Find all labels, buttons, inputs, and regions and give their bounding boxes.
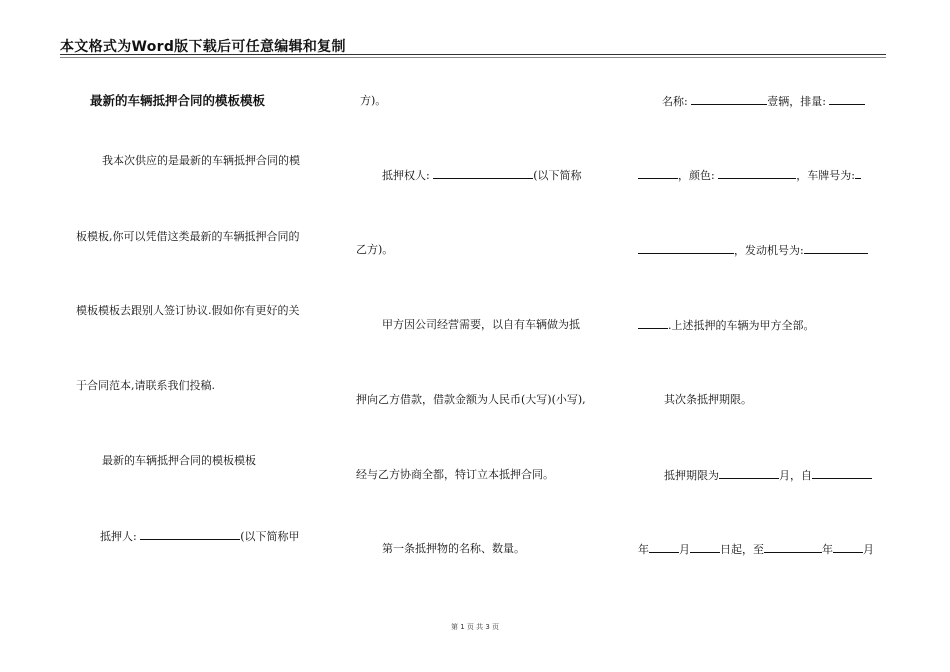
mortgagee-label: 抵押权人: (382, 169, 430, 182)
blank-2 (638, 243, 734, 254)
mortgagee-blank (433, 168, 533, 179)
ownership-text: .上述抵押的车辆为甲方全部。 (668, 319, 815, 332)
day-blank-1 (690, 542, 720, 553)
term-heading: 其次条抵押期限。 (664, 393, 752, 406)
middle-line-7: 第一条抵押物的名称、数量。 (382, 542, 525, 555)
year-label-2: 年 (822, 543, 833, 556)
header-rule-bottom (60, 57, 886, 58)
color-blank (718, 168, 796, 179)
day-to-label: 日起，至 (720, 543, 764, 556)
vehicle-color-line (638, 168, 861, 183)
mortgagee-note: (以下简称 (533, 169, 582, 182)
term-label: 抵押期限为 (664, 469, 719, 482)
intro-line-4: 于合同范本,请联系我们投稿. (76, 379, 215, 392)
displacement-blank (829, 94, 865, 105)
engine-line (638, 243, 868, 258)
month-label-1: 月 (679, 543, 690, 556)
document-header: 本文格式为Word版下载后可任意编辑和复制 (60, 39, 346, 55)
engine-label: ，发动机号为: (734, 244, 804, 257)
engine-blank (804, 243, 868, 254)
mortgagor-line (100, 529, 300, 544)
mortgagor-label: 抵押人: (100, 530, 137, 543)
intro-line-3: 模板模板去跟别人签订协议.假如你有更好的关 (76, 304, 300, 317)
mortgagee-line (382, 168, 582, 183)
middle-line-5: 押向乙方借款，借款金额为人民币(大写)(小写), (356, 393, 586, 406)
vehicle-name-blank (691, 94, 767, 105)
displacement-label: 壹辆，排量: (767, 95, 826, 108)
intro-line-1: 我本次供应的是最新的车辆抵押合同的模 (102, 154, 300, 167)
year-label-1: 年 (638, 543, 649, 556)
mortgagor-blank (140, 529, 240, 540)
from-blank (812, 468, 872, 479)
color-label: ，颜色: (678, 169, 715, 182)
middle-line-4: 甲方因公司经营需要，以自有车辆做为抵 (382, 318, 580, 331)
month-label-2: 月 (863, 543, 874, 556)
vehicle-name-label: 名称: (662, 95, 688, 108)
plate-blank (855, 168, 861, 179)
middle-line-1: 方)。 (360, 94, 387, 107)
mortgagor-note: (以下简称甲 (240, 530, 300, 543)
middle-line-3: 乙方)。 (356, 243, 394, 256)
ownership-line (638, 318, 815, 333)
term-line (664, 468, 872, 483)
term-from: 月，自 (779, 469, 812, 482)
month-blank-2 (833, 542, 863, 553)
document-title: 最新的车辆抵押合同的模板模板 (90, 93, 266, 108)
middle-line-6: 经与乙方协商全都，特订立本抵押合同。 (356, 468, 554, 481)
blank-1 (638, 168, 678, 179)
month-blank-1 (649, 542, 679, 553)
plate-label: ，车牌号为: (796, 169, 855, 182)
page-footer: 第 1 页 共 3 页 (450, 623, 500, 631)
header-rule-top (60, 54, 886, 55)
section-title: 最新的车辆抵押合同的模板模板 (102, 454, 256, 467)
date-line (638, 542, 874, 557)
intro-line-2: 板模板,你可以凭借这类最新的车辆抵押合同的 (76, 230, 300, 243)
vehicle-name-line (662, 94, 865, 109)
term-blank (719, 468, 779, 479)
blank-3 (638, 318, 668, 329)
year-blank-2 (764, 542, 822, 553)
